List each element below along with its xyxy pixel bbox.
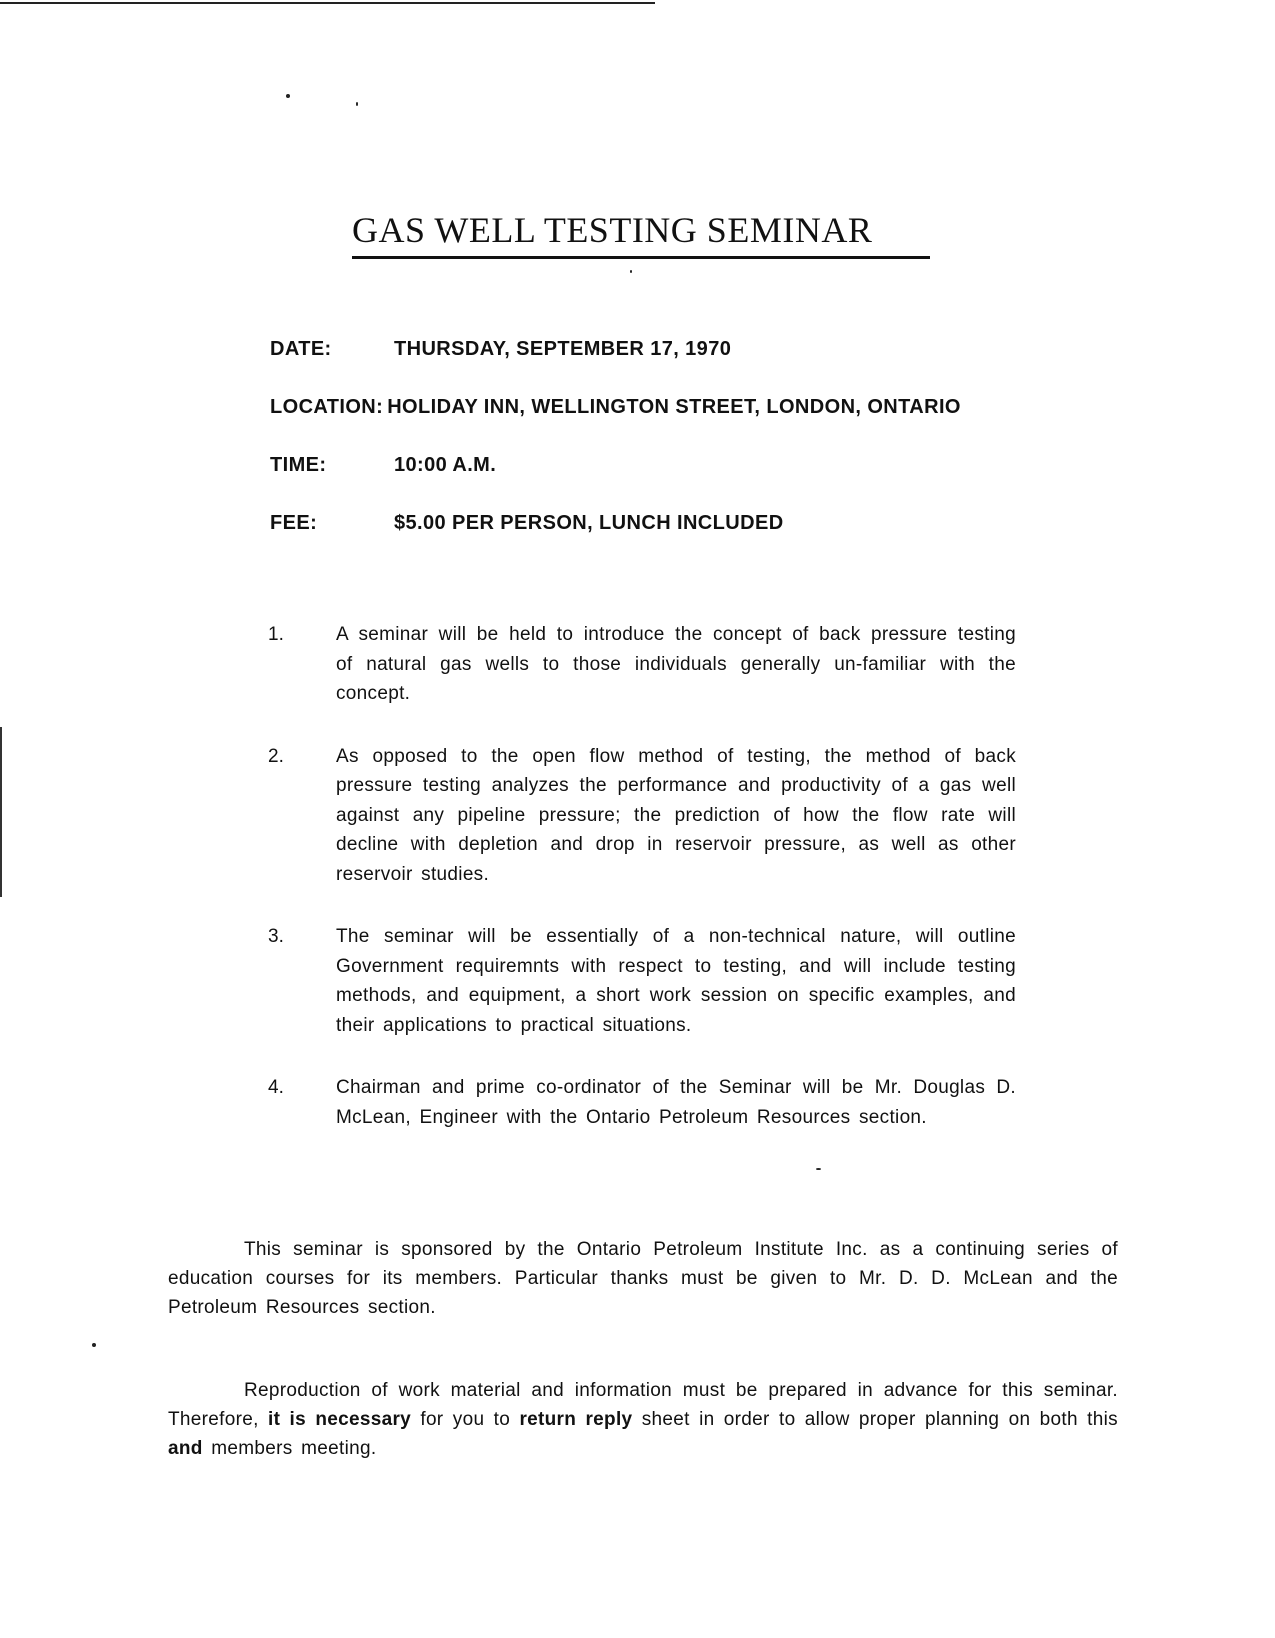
- paragraph-text: Reproduction of work material and information must be prepared in advance for this seminar. Therefore,: [168, 1380, 1118, 1430]
- detail-row-time: [270, 454, 1070, 512]
- emphasis-text: it is necessary: [268, 1409, 412, 1430]
- point-text: Chairman and prime co-ordinator of the Seminar will be Mr. Douglas D. McLean, Engineer with the Ontario Petroleum Resources section.: [336, 1077, 1016, 1128]
- detail-label: DATE:: [270, 338, 332, 360]
- emphasis-text: and: [168, 1438, 203, 1459]
- point-number: 4.: [268, 1077, 284, 1098]
- scan-speck: [92, 1343, 96, 1347]
- detail-row-fee: [270, 512, 1070, 570]
- detail-value: $5.00 PER PERSON, LUNCH INCLUDED: [394, 512, 784, 534]
- detail-label: FEE:: [270, 512, 318, 534]
- paragraph-text: members meeting.: [211, 1438, 377, 1459]
- detail-row-location: [270, 396, 1070, 454]
- detail-value: THURSDAY, SEPTEMBER 17, 1970: [394, 338, 732, 360]
- detail-label: TIME:: [270, 454, 327, 476]
- scan-speck: [816, 1168, 821, 1170]
- point-item: [268, 620, 1028, 709]
- scan-speck: [356, 102, 358, 106]
- emphasis-text: return reply: [519, 1409, 633, 1430]
- reproduction-paragraph: [168, 1376, 1118, 1463]
- detail-value: 10:00 A.M.: [394, 454, 497, 476]
- point-item: [268, 742, 1028, 890]
- point-number: 2.: [268, 745, 284, 767]
- detail-row-date: [270, 338, 1070, 396]
- detail-label: LOCATION:: [270, 396, 384, 418]
- point-number: 1.: [268, 624, 284, 645]
- top-edge-rule: [0, 2, 655, 4]
- point-item: [268, 1073, 1028, 1132]
- point-number: 3.: [268, 926, 284, 947]
- point-text: The seminar will be essentially of a non-technical nature, will outline Government requiremnts with respect to testing, and will include testing methods, and equipment, a short work session on specific examples, and their applications to practical situations.: [336, 926, 1016, 1036]
- left-edge-rule: [0, 727, 2, 897]
- sponsor-paragraph: This seminar is sponsored by the Ontario Petroleum Institute Inc. as a continuing series of education courses for its members. Particular thanks must be given to Mr. D. D. McLean and the Petroleum Resources section.: [168, 1239, 1118, 1318]
- scan-speck: [630, 270, 632, 273]
- point-item: [268, 922, 1028, 1040]
- document-title: GAS WELL TESTING SEMINAR: [352, 208, 930, 259]
- point-text: As opposed to the open flow method of testing, the method of back pressure testing analyzes the performance and productivity of a gas well against any pipeline pressure; the prediction of how the flow rate will decline with depletion and drop in reservoir pressure, as well as other reservoir studies.: [336, 745, 1016, 885]
- event-details: [270, 338, 1070, 570]
- paragraph-text: sheet in order to allow proper planning on both this: [641, 1409, 1118, 1430]
- paragraph-text: for you to: [420, 1409, 511, 1430]
- point-text: A seminar will be held to introduce the concept of back pressure testing of natural gas wells to those individuals generally un-familiar with the concept.: [336, 624, 1016, 704]
- scan-speck: [286, 94, 290, 98]
- detail-value: HOLIDAY INN, WELLINGTON STREET, LONDON, ONTARIO: [387, 396, 961, 418]
- numbered-points: [268, 620, 1028, 1165]
